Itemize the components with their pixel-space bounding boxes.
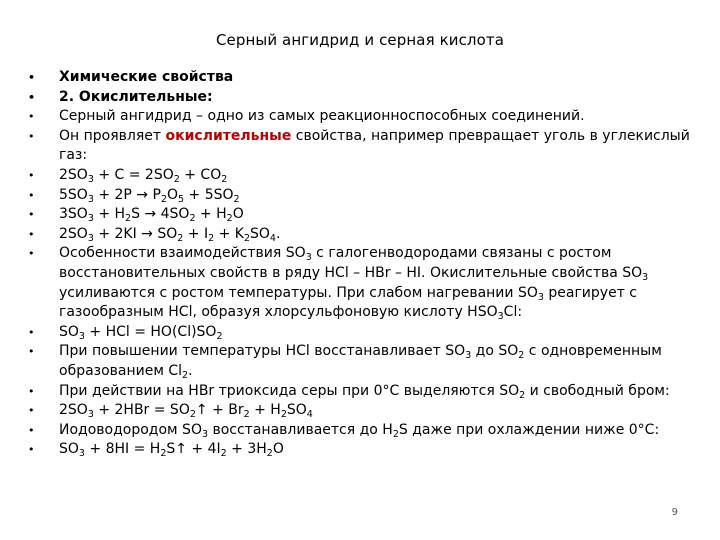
list-item-text: Он проявляет bbox=[59, 127, 166, 144]
list-item: • Серный ангидрид – одно из самых реакционноспособных соединений. bbox=[28, 107, 698, 127]
equation: • $SO_3 + 8HI$ = $H_2S↑ + 4I_2 + 3H_2O$ bbox=[28, 440, 698, 460]
page-number: 9 bbox=[671, 507, 678, 518]
slide-title: Серный ангидрид и серная кислота bbox=[215, 31, 505, 49]
highlighted-term: окислительные bbox=[165, 127, 292, 144]
list-item: • При действии на HBr триоксида серы при 0°C выделяются $SO_2$ и свободный бром: bbox=[28, 382, 698, 402]
list-item-text: свойства, например превращает уголь в углекислый газ: bbox=[59, 127, 690, 164]
equation: • $5SO_3 + 2P \to P_2O_5 + 5SO_2$ bbox=[28, 186, 698, 206]
equation: • $3SO_3 + H_2S \to 4SO_2 + H_2O$ bbox=[28, 205, 698, 225]
list-item-heading: • Химические свойства bbox=[28, 68, 698, 88]
bullet-list bbox=[28, 68, 698, 460]
list-item: • Особенности взаимодействия $SO_3$ с галогенводородами связаны с ростом восстановительных свойств в ряду HCl – HBr – HI. Окислительные свойства $SO_3$ усиливаются с ростом температуры. При слабом нагревании $SO_3$ реагирует с газообразным HCl, образуя хлорсульфоновую кислоту $HSO_3Cl$: bbox=[28, 244, 698, 322]
list-item: • Иодоводородом $SO_3$ восстанавливается до $H_2S$ даже при охлаждении ниже 0°C: bbox=[28, 421, 698, 441]
equation: • $SO_3$ + HCl = $HO(Cl)SO_2$ bbox=[28, 323, 698, 343]
list-item-subheading: • 2. Окислительные: bbox=[28, 88, 698, 108]
list-item bbox=[28, 127, 698, 166]
list-item: • При повышении температуры HCl восстанавливает $SO_3$ до $SO_2$ с одновременным образованием $Cl_2$. bbox=[28, 342, 698, 381]
equation: • $2SO_3 + 2HBr$ = $SO_2↑ + Br_2 + H_2SO_4$ bbox=[28, 401, 698, 421]
equation: • $2SO_3 + C = 2SO_2 + CO_2$ bbox=[28, 166, 698, 186]
equation: • $2SO_3 + 2KI \to SO_2 + I_2 + K_2SO_4$. bbox=[28, 225, 698, 245]
